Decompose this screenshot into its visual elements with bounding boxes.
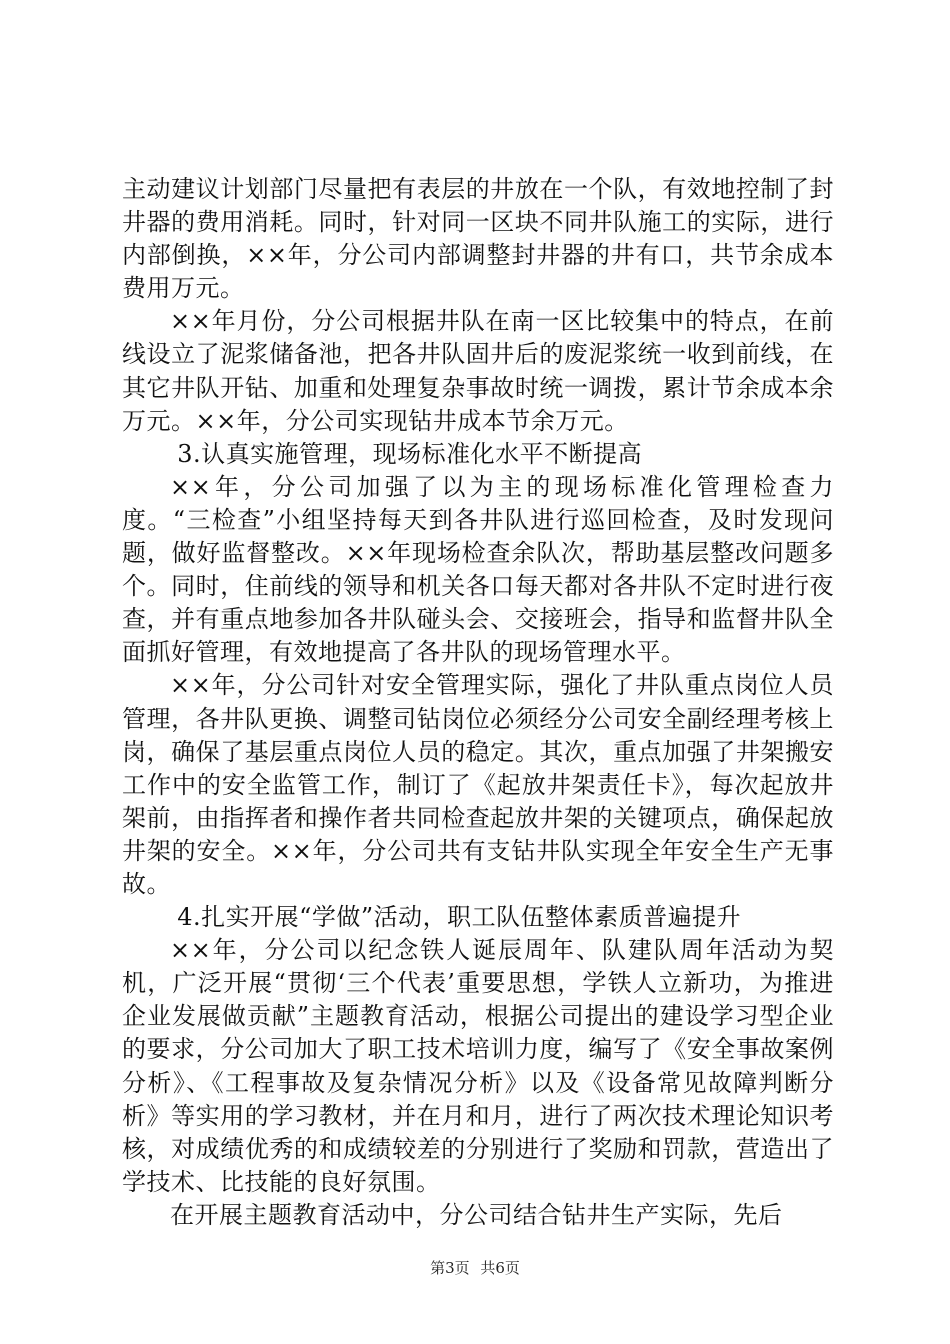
- paragraph: ××年，分公司以纪念铁人诞辰周年、队建队周年活动为契机，广泛开展“贯彻‘三个代表’重要思想，学铁人立新功，为推进企业发展做贡献”主题教育活动，根据公司提出的建设学习型企业的要求，分公司加大了职工技术培训力度，编写了《安全事故案例分析》、《工程事故及复杂情况分析》以及《设备常见故障判断分析》等实用的学习教材，并在月和月，进行了两次技术理论知识考核，对成绩优秀的和成绩较差的分别进行了奖励和罚款，营造出了学技术、比技能的良好氛围。: [122, 936, 834, 1196]
- section-heading: 4.扎实开展“学做”活动，职工队伍整体素质普遍提升: [177, 903, 742, 932]
- page-total: 共6页: [480, 1259, 520, 1277]
- paragraph: 主动建议计划部门尽量把有表层的井放在一个队，有效地控制了封井器的费用消耗。同时，针对同一区块不同井队施工的实际，进行内部倒换，××年，分公司内部调整封井器的井有口，共节余成本费用万元。: [122, 175, 834, 303]
- paragraph: ××年，分公司加强了以为主的现场标准化管理检查力度。“三检查”小组坚持每天到各井队进行巡回检查，及时发现问题，做好监督整改。××年现场检查余队次，帮助基层整改问题多个。同时，住前线的领导和机关各口每天都对各井队不定时进行夜查，并有重点地参加各井队碰头会、交接班会，指导和监督井队全面抓好管理，有效地提高了各井队的现场管理水平。: [122, 472, 834, 667]
- page-number: 第3页: [430, 1259, 470, 1277]
- paragraph: ××年，分公司针对安全管理实际，强化了井队重点岗位人员管理，各井队更换、调整司钻岗位必须经分公司安全副经理考核上岗，确保了基层重点岗位人员的稳定。其次，重点加强了井架搬安工作中的安全监管工作，制订了《起放井架责任卡》，每次起放井架前，由指挥者和操作者共同检查起放井架的关键项点，确保起放井架的安全。××年，分公司共有支钻井队实现全年安全生产无事故。: [122, 671, 834, 898]
- section-heading: 3.认真实施管理，现场标准化水平不断提高: [177, 439, 643, 468]
- page-footer: [0, 1257, 950, 1278]
- paragraph: ××年月份，分公司根据井队在南一区比较集中的特点，在前线设立了泥浆储备池，把各井队固井后的废泥浆统一收到前线，在其它井队开钻、加重和处理复杂事故时统一调拨，累计节余成本余万元。××年，分公司实现钻井成本节余万元。: [122, 307, 834, 435]
- paragraph: 在开展主题教育活动中，分公司结合钻井生产实际，先后: [170, 1200, 783, 1229]
- document-body: [122, 173, 834, 1232]
